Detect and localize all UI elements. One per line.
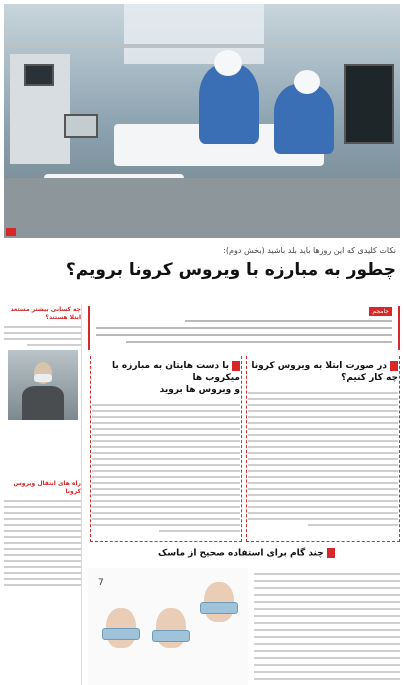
intro-box — [88, 306, 400, 350]
section-marker-icon — [327, 548, 335, 558]
mask-diagram — [88, 568, 248, 685]
hero-photo — [4, 4, 400, 238]
column-title-infected: در صورت ابتلا به ویروس کرونا چه کار کنیم؟ — [251, 361, 398, 383]
intro-tag: جامجم — [369, 307, 392, 316]
sidebar-question-1: چه کسانی بیشتر مستعد ابتلا هستند؟ — [10, 306, 81, 321]
photo-tag-icon — [6, 228, 16, 236]
mask-title: چند گام برای استفاده صحیح از ماسک — [158, 548, 335, 559]
step-number: 7 — [98, 578, 104, 588]
column-title-hands: با دست هایتان به مبارزه با میکروب ها و ویروس ها بروید — [111, 361, 240, 395]
mask-section — [88, 548, 400, 685]
portrait-photo — [8, 350, 78, 420]
kicker: نکات کلیدی که این روزها باید بلد باشید (بخش دوم): — [223, 246, 396, 255]
sidebar — [4, 304, 82, 685]
sidebar-question-2: راه های انتقال ویروس کرونا — [13, 480, 81, 495]
page-title: چطور به مبارزه با ویروس کرونا برویم؟ — [65, 260, 396, 280]
